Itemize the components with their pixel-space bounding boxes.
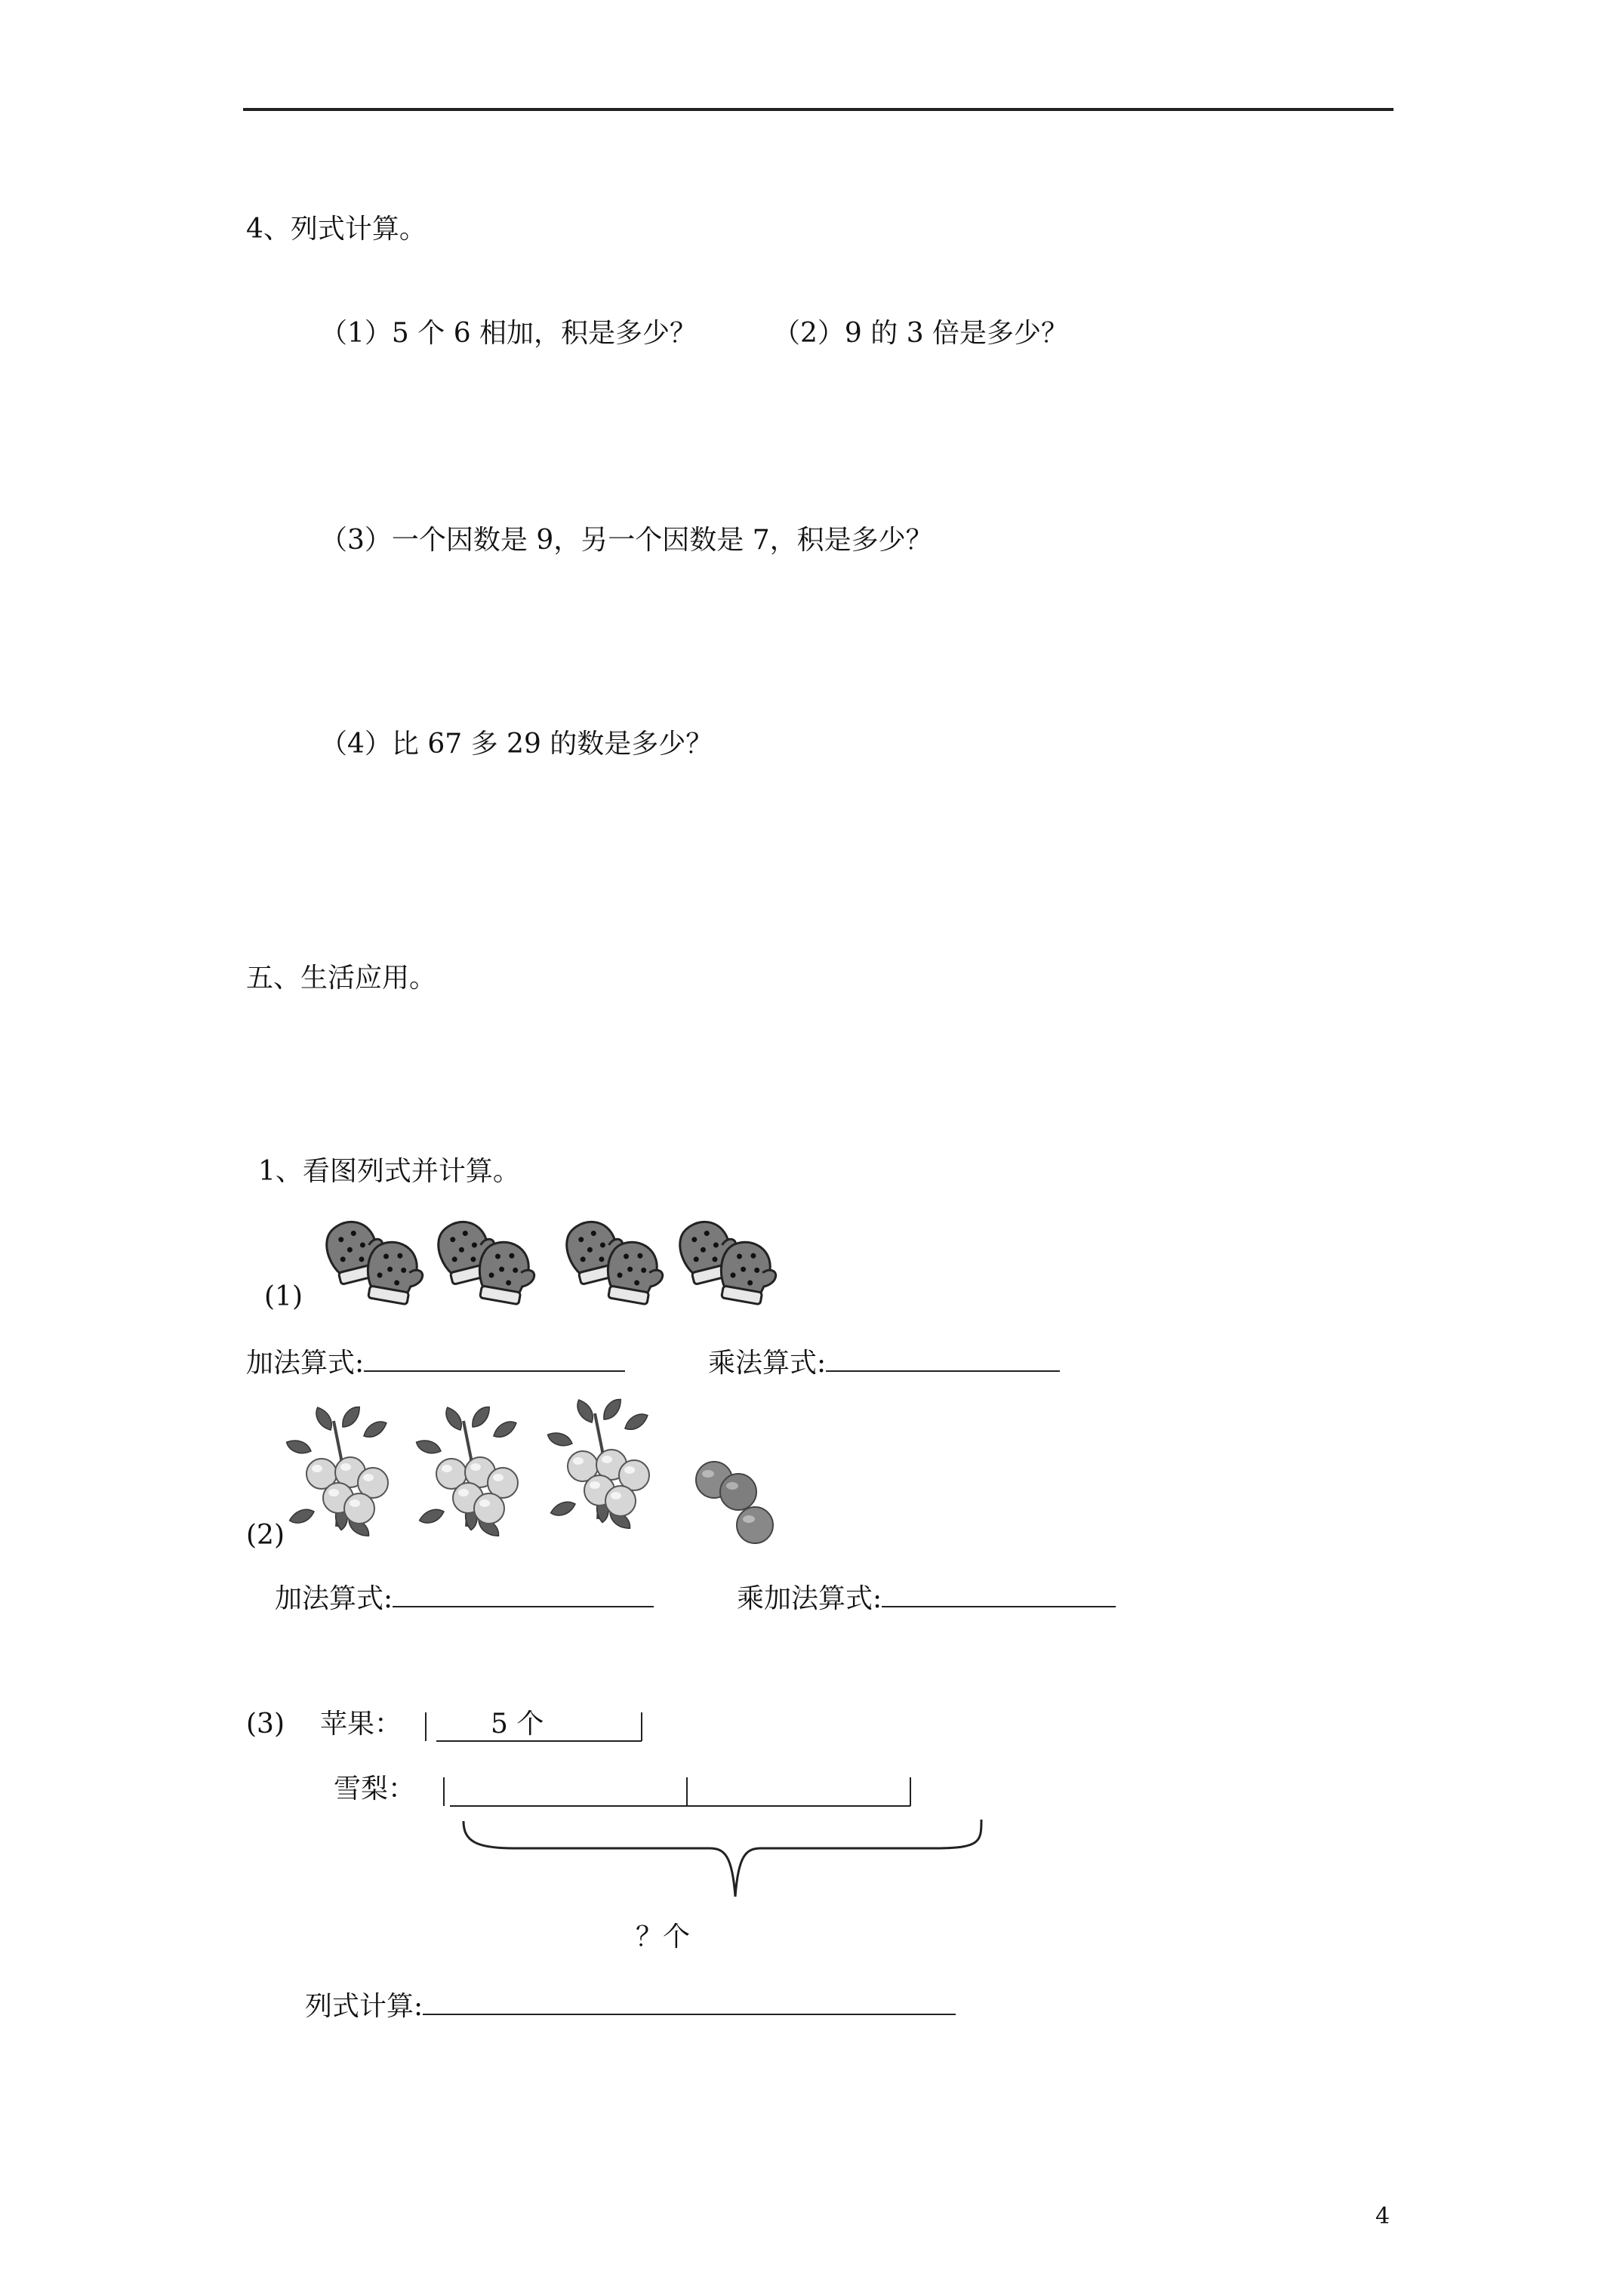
apple-branch-icon [303,1413,424,1549]
mitten-pair-icon [432,1217,545,1315]
problem-1a-add-line [246,1347,625,1380]
add-formula-label: 加法算式: [246,1348,365,1379]
problem-1a-label: (1) [264,1281,303,1312]
mul-add-formula-blank[interactable] [882,1583,1116,1607]
problem-1b-muladd-line [737,1583,1116,1616]
add-formula-label: 加法算式: [275,1583,393,1614]
problem-1c-calc-line [305,1990,956,2023]
apple-branch-icon [433,1413,554,1549]
mitten-pair-icon [560,1217,673,1315]
question-1: （1）5 个 6 相加，积是多少？ [320,318,698,349]
total-question: ？个 [636,1922,691,1952]
question-3: （3）一个因数是 9，另一个因数是 7，积是多少？ [320,525,933,556]
mul-add-formula-label: 乘加法算式: [737,1583,882,1614]
mitten-pair-icon [673,1217,787,1315]
calc-label: 列式计算: [305,1991,423,2022]
quantity-diagram [423,1706,996,1903]
question-2: （2）9 的 3 倍是多少？ [773,318,1069,349]
header-rule [243,108,1394,111]
apples-icon [690,1457,773,1548]
apple-label: 苹果： [320,1709,402,1740]
section-5-title: 五、生活应用。 [246,963,437,994]
add-formula-blank[interactable] [393,1583,654,1607]
problem-1-title: 1、看图列式并计算。 [258,1156,520,1187]
problem-1a-mul-line [708,1347,1060,1380]
calc-blank[interactable] [423,1991,956,2015]
problem-1b-add-line [275,1583,654,1616]
problem-1c-label: (3) [246,1709,285,1740]
section-4-title: 4、列式计算。 [246,214,427,245]
mitten-pair-icon [320,1217,433,1315]
mul-formula-blank[interactable] [826,1348,1060,1372]
apple-branch-icon [565,1406,685,1542]
page-number: 4 [1375,2203,1390,2230]
pear-label: 雪梨： [334,1774,416,1804]
problem-1b-label: (2) [246,1520,285,1551]
question-4: （4）比 67 多 29 的数是多少？ [320,729,713,760]
mul-formula-label: 乘法算式: [708,1348,827,1379]
add-formula-blank[interactable] [364,1348,625,1372]
apple-value: 5 个 [491,1709,544,1740]
total-brace [463,1820,981,1897]
